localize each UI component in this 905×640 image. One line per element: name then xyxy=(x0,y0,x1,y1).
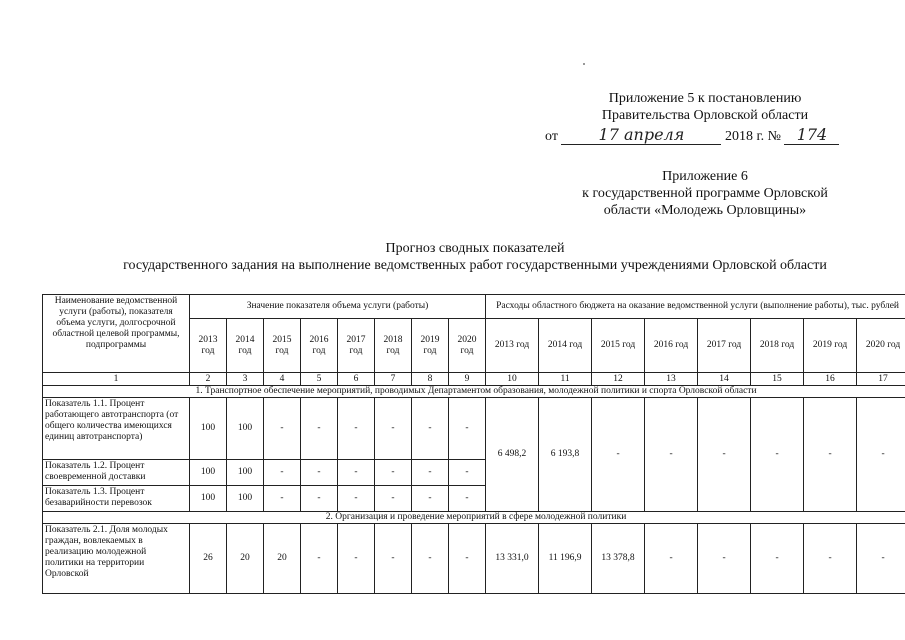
section2-header: 2. Организация и проведение мероприятий в сфере молодежной политики xyxy=(43,512,905,524)
group-volume-header: Значение показателя объема услуги (работы) xyxy=(190,295,486,319)
volume-value: - xyxy=(264,486,301,512)
col-number-0: 1 xyxy=(43,373,190,386)
col-number-9: 10 xyxy=(486,373,539,386)
volume-value: - xyxy=(375,524,412,594)
col-number-4: 5 xyxy=(301,373,338,386)
volume-value: - xyxy=(449,460,486,486)
appendix6-line2: к государственной программе Орловской xyxy=(582,186,828,201)
year-expenses-3: 2016 год xyxy=(645,319,698,373)
volume-value: - xyxy=(338,398,375,460)
appendix6-line3: области «Молодежь Орловщины» xyxy=(603,203,807,218)
doc-title-line2: государственного задания на выполнение ведомственных работ государственными учреждениями Орловской области xyxy=(123,258,827,273)
expense-value: - xyxy=(751,398,804,512)
expense-value: - xyxy=(804,398,857,512)
volume-value: - xyxy=(264,460,301,486)
volume-value: - xyxy=(301,524,338,594)
appendix6-block xyxy=(540,168,870,219)
year-expenses-7: 2020 год xyxy=(857,319,905,373)
doc-title-line1: Прогноз сводных показателей xyxy=(385,241,565,256)
col-number-8: 9 xyxy=(449,373,486,386)
volume-value: 26 xyxy=(190,524,227,594)
volume-value: 100 xyxy=(227,398,264,460)
section1-header: 1. Транспортное обеспечение мероприятий, проводимых Департаментом образования, молодежной политики и спорта Орловской области xyxy=(43,386,905,398)
col-number-3: 4 xyxy=(264,373,301,386)
indicators-table xyxy=(42,294,905,594)
appendix6-line1: Приложение 6 xyxy=(662,169,748,184)
volume-value: - xyxy=(338,460,375,486)
col-number-1: 2 xyxy=(190,373,227,386)
indicator-name: Показатель 2.1. Доля молодых граждан, вовлекаемых в реализацию молодежной политики на территории Орловской xyxy=(43,524,190,594)
expense-value: 13 331,0 xyxy=(486,524,539,594)
expense-value: 6 193,8 xyxy=(539,398,592,512)
volume-value: 100 xyxy=(227,486,264,512)
col-number-12: 13 xyxy=(645,373,698,386)
volume-value: - xyxy=(449,398,486,460)
expense-value: - xyxy=(645,398,698,512)
col-number-5: 6 xyxy=(338,373,375,386)
appendix5-line1: Приложение 5 к постановлению xyxy=(608,91,802,106)
col-name-header: Наименование ведомственной услуги (работы), показателя объема услуги, долгосрочной областной целевой программы, подпрограммы xyxy=(43,295,190,373)
volume-value: - xyxy=(449,524,486,594)
col-number-14: 15 xyxy=(751,373,804,386)
expense-value: 11 196,9 xyxy=(539,524,592,594)
expense-value: 6 498,2 xyxy=(486,398,539,512)
expense-value: - xyxy=(804,524,857,594)
volume-value: - xyxy=(412,524,449,594)
volume-value: - xyxy=(412,460,449,486)
year-expenses-0: 2013 год xyxy=(486,319,539,373)
volume-value: - xyxy=(338,486,375,512)
expense-value: - xyxy=(857,524,905,594)
volume-value: 20 xyxy=(227,524,264,594)
col-number-7: 8 xyxy=(412,373,449,386)
volume-value: 20 xyxy=(264,524,301,594)
col-number-13: 14 xyxy=(698,373,751,386)
decree-date-line xyxy=(545,125,839,145)
appendix5-block xyxy=(560,90,850,124)
year-volume-6: 2019 год xyxy=(412,319,449,373)
handwritten-date: 17 апреля xyxy=(561,125,721,145)
col-number-2: 3 xyxy=(227,373,264,386)
indicator-name: Показатель 1.1. Процент работающего автотранспорта (от общего количества имеющихся единиц автотранспорта) xyxy=(43,398,190,460)
volume-value: 100 xyxy=(227,460,264,486)
col-number-6: 7 xyxy=(375,373,412,386)
year-expenses-4: 2017 год xyxy=(698,319,751,373)
handwritten-number: 174 xyxy=(784,125,839,145)
volume-value: - xyxy=(449,486,486,512)
volume-value: 100 xyxy=(190,460,227,486)
year-volume-7: 2020 год xyxy=(449,319,486,373)
year-volume-1: 2014 год xyxy=(227,319,264,373)
expense-value: - xyxy=(751,524,804,594)
volume-value: - xyxy=(264,398,301,460)
expense-value: - xyxy=(592,398,645,512)
expense-value: 13 378,8 xyxy=(592,524,645,594)
year-volume-2: 2015 год xyxy=(264,319,301,373)
indicator-name: Показатель 1.3. Процент безаварийности перевозок xyxy=(43,486,190,512)
volume-value: - xyxy=(412,486,449,512)
appendix5-line2: Правительства Орловской области xyxy=(601,108,809,123)
year-expenses-6: 2019 год xyxy=(804,319,857,373)
volume-value: - xyxy=(375,460,412,486)
date-year: 2018 г. № xyxy=(724,129,781,144)
year-volume-0: 2013 год xyxy=(190,319,227,373)
year-expenses-5: 2018 год xyxy=(751,319,804,373)
volume-value: - xyxy=(375,486,412,512)
col-number-15: 16 xyxy=(804,373,857,386)
volume-value: - xyxy=(338,524,375,594)
volume-value: - xyxy=(301,486,338,512)
expense-value: - xyxy=(698,524,751,594)
col-number-16: 17 xyxy=(857,373,905,386)
volume-value: 100 xyxy=(190,486,227,512)
year-expenses-2: 2015 год xyxy=(592,319,645,373)
indicator-name: Показатель 1.2. Процент своевременной доставки xyxy=(43,460,190,486)
expense-value: - xyxy=(857,398,905,512)
volume-value: 100 xyxy=(190,398,227,460)
col-number-10: 11 xyxy=(539,373,592,386)
volume-value: - xyxy=(412,398,449,460)
col-number-11: 12 xyxy=(592,373,645,386)
scan-speck xyxy=(583,63,585,65)
date-prefix: от xyxy=(545,129,558,144)
expense-value: - xyxy=(698,398,751,512)
expense-value: - xyxy=(645,524,698,594)
group-expenses-header: Расходы областного бюджета на оказание ведомственной услуги (выполнение работы), тыс. рублей xyxy=(486,295,905,319)
volume-value: - xyxy=(375,398,412,460)
year-expenses-1: 2014 год xyxy=(539,319,592,373)
year-volume-4: 2017 год xyxy=(338,319,375,373)
volume-value: - xyxy=(301,398,338,460)
year-volume-5: 2018 год xyxy=(375,319,412,373)
volume-value: - xyxy=(301,460,338,486)
year-volume-3: 2016 год xyxy=(301,319,338,373)
